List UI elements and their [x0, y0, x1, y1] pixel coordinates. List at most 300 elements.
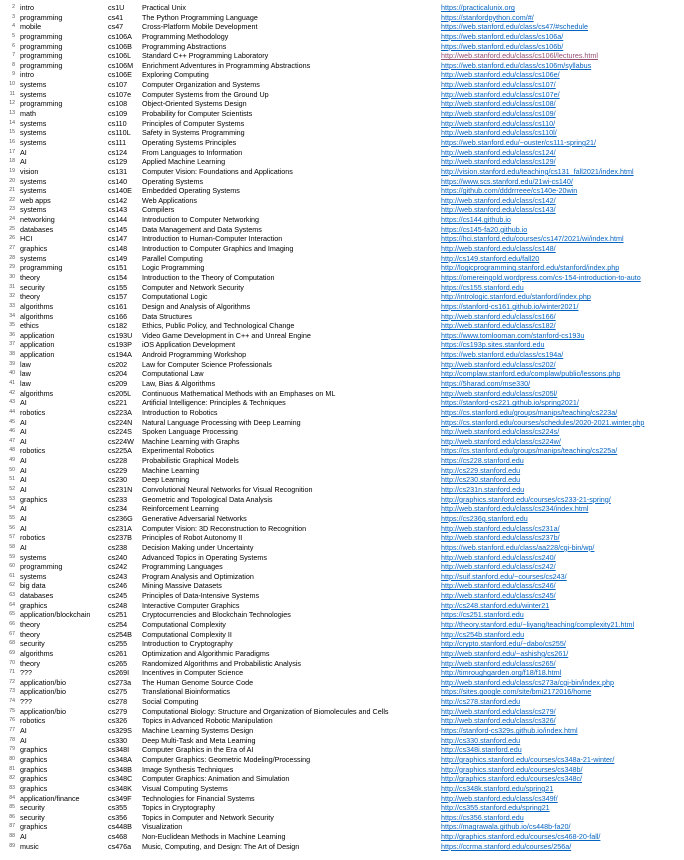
course-url-link[interactable]: https://cs236g.stanford.edu — [441, 513, 528, 523]
table-row — [0, 726, 684, 736]
course-url-link[interactable]: http://cs348i.stanford.edu — [441, 745, 522, 755]
course-url-link[interactable]: http://web.stanford.edu/class/cs142/ — [441, 195, 556, 205]
course-url-link[interactable]: http://web.stanford.edu/class/cs231a/ — [441, 523, 560, 533]
row-number: 17 — [9, 148, 15, 155]
row-number: 52 — [9, 486, 15, 493]
course-url-link[interactable]: http://graphics.stanford.edu/courses/cs233-21-spring/ — [441, 494, 611, 504]
course-code-cell: cs326 — [108, 716, 128, 726]
category-cell: security — [20, 812, 45, 822]
category-cell: systems — [20, 205, 47, 215]
course-title-cell: Technologies for Financial Systems — [142, 793, 255, 803]
course-url-link[interactable]: http://web.stanford.edu/class/cs182/ — [441, 321, 556, 331]
course-code-cell: cs140E — [108, 186, 132, 196]
table-row — [0, 437, 684, 447]
row-number: 88 — [9, 833, 15, 840]
course-url-link[interactable]: http://web.stanford.edu/class/cs107e/ — [441, 89, 560, 99]
table-row — [0, 427, 684, 437]
course-url-link[interactable]: https://web.stanford.edu/class/cs106a/ — [441, 31, 564, 41]
course-title-cell: Spoken Language Processing — [142, 427, 238, 437]
course-url-link[interactable]: http://complaw.stanford.edu/complaw/public/lessons.php — [441, 369, 621, 379]
course-url-link[interactable]: http://logicprogramming.stanford.edu/stanford/index.php — [441, 263, 620, 273]
row-number: 87 — [9, 823, 15, 830]
course-code-cell: cs275 — [108, 687, 128, 697]
course-url-link[interactable]: http://web.stanford.edu/class/cs143/ — [441, 205, 556, 215]
course-code-cell: cs240 — [108, 552, 128, 562]
course-code-cell: cs234 — [108, 504, 128, 514]
row-number: 23 — [9, 206, 15, 213]
course-code-cell: cs255 — [108, 639, 128, 649]
course-url-link[interactable]: http://web.stanford.edu/class/cs107/ — [441, 80, 556, 90]
course-url-link[interactable]: https://omereingold.wordpress.com/cs-154-introduction-to-auto — [441, 272, 641, 282]
course-title-cell: Principles of Data-Intensive Systems — [142, 591, 260, 601]
course-url-link[interactable]: http://theory.stanford.edu/~liyang/teaching/complexity21.html — [441, 620, 635, 629]
course-code-cell: cs229 — [108, 465, 128, 475]
course-spreadsheet — [0, 3, 684, 851]
category-cell: intro — [20, 70, 34, 80]
row-number: 76 — [9, 717, 15, 724]
course-url-link[interactable]: http://web.stanford.edu/class/cs124/ — [441, 147, 556, 157]
course-url-link[interactable]: http://web.stanford.edu/class/cs148/ — [441, 244, 556, 254]
course-title-cell: Program Analysis and Optimization — [142, 571, 254, 581]
course-title-cell: Introduction to Cryptography — [142, 639, 233, 649]
course-title-cell: Generative Adversarial Networks — [142, 513, 247, 523]
course-title-cell: Programming Languages — [142, 562, 223, 572]
category-cell: AI — [20, 475, 27, 485]
category-cell: graphics — [20, 600, 48, 610]
course-code-cell: cs348B — [108, 764, 132, 774]
course-code-cell: cs245 — [108, 591, 128, 601]
course-url-link[interactable]: http://web.stanford.edu/class/cs129/ — [441, 157, 556, 167]
course-url-link[interactable]: https://5harad.com/mse330/ — [441, 378, 531, 388]
row-number: 32 — [9, 293, 15, 300]
table-row — [0, 736, 684, 746]
course-url-link[interactable]: https://cs.stanford.edu/groups/manips/teaching/cs225a/ — [441, 446, 618, 456]
course-code-cell: cs261 — [108, 648, 128, 658]
course-title-cell: Convolutional Neural Networks for Visual Recognition — [142, 485, 313, 495]
table-row — [0, 254, 684, 264]
row-number: 60 — [9, 563, 15, 570]
course-code-cell: cs149 — [108, 253, 128, 263]
course-url-link[interactable]: http://web.stanford.edu/class/cs279/ — [441, 706, 556, 716]
course-code-cell: cs161 — [108, 301, 128, 311]
category-cell: AI — [20, 485, 27, 495]
table-row — [0, 591, 684, 601]
course-title-cell: Compilers — [142, 205, 175, 215]
course-url-link[interactable]: http://intrologic.stanford.edu/stanford/index.php — [441, 292, 591, 302]
course-code-cell: cs348I — [108, 745, 130, 755]
course-url-link[interactable]: https://web.stanford.edu/class/cs106m/syllabus — [441, 60, 592, 70]
course-code-cell: cs224S — [108, 427, 132, 437]
row-number: 56 — [9, 524, 15, 531]
course-code-cell: cs228 — [108, 456, 128, 466]
course-code-cell: cs448B — [108, 822, 132, 832]
course-code-cell: cs231N — [108, 485, 133, 495]
course-url-link[interactable]: http://graphics.stanford.edu/courses/cs348b/ — [441, 764, 583, 774]
course-title-cell: Translational Bioinformatics — [142, 687, 231, 697]
course-url-link[interactable]: https://web.stanford.edu/class/cs106b/ — [441, 41, 564, 51]
course-url-link[interactable]: https://ccrma.stanford.edu/courses/256a/ — [441, 841, 572, 851]
course-title-cell: Deep Multi-Task and Meta Learning — [142, 735, 256, 745]
course-url-link[interactable]: https://cs193p.sites.stanford.edu — [441, 340, 545, 350]
course-title-cell: Reinforcement Learning — [142, 504, 219, 514]
row-number: 20 — [9, 177, 15, 184]
course-url-link[interactable]: https://cs155.stanford.edu — [441, 282, 524, 292]
category-cell: databases — [20, 591, 54, 601]
category-cell: programming — [20, 99, 63, 109]
category-cell: music — [20, 841, 39, 851]
course-url-link[interactable]: http://graphics.stanford.edu/courses/cs468-20-fall/ — [441, 832, 601, 842]
course-url-link[interactable]: http://web.stanford.edu/class/cs265/ — [441, 658, 556, 668]
course-url-link[interactable]: http://web.stanford.edu/class/cs110/ — [441, 118, 556, 128]
course-url-link[interactable]: https://web.stanford.edu/class/aa228/cgi-bin/wp/ — [441, 542, 595, 552]
course-url-link[interactable]: http://cs254b.stanford.edu — [441, 629, 525, 639]
table-row — [0, 514, 684, 524]
course-title-cell: Image Synthesis Techniques — [142, 764, 234, 774]
row-number: 43 — [9, 399, 15, 406]
table-row — [0, 389, 684, 399]
row-number: 30 — [9, 273, 15, 280]
course-title-cell: Visualization — [142, 822, 183, 832]
table-row — [0, 157, 684, 167]
course-url-link[interactable]: http://cs149.stanford.edu/fall20 — [441, 253, 540, 263]
course-url-link[interactable]: http://cs229.stanford.edu — [441, 465, 521, 475]
course-url-link[interactable]: http://web.stanford.edu/class/cs166/ — [441, 311, 556, 321]
category-cell: systems — [20, 253, 47, 263]
category-cell: AI — [20, 417, 27, 427]
category-cell: ethics — [20, 321, 39, 331]
course-url-link[interactable]: http://cs278.stanford.edu — [441, 697, 521, 707]
category-cell: theory — [20, 620, 40, 629]
course-title-cell: Ethics, Public Policy, and Technological Change — [142, 321, 295, 331]
course-url-link[interactable]: http://cs330.stanford.edu — [441, 735, 521, 745]
row-number: 61 — [9, 572, 15, 579]
category-cell: graphics — [20, 783, 48, 793]
category-cell: graphics — [20, 754, 48, 764]
table-row — [0, 707, 684, 717]
category-cell: ??? — [20, 697, 32, 707]
course-code-cell: cs233 — [108, 494, 128, 504]
row-number: 33 — [9, 302, 15, 309]
table-row — [0, 32, 684, 42]
course-code-cell: cs231A — [108, 523, 132, 533]
course-url-link[interactable]: http://cs230.stanford.edu — [441, 475, 521, 485]
course-code-cell: cs108 — [108, 99, 128, 109]
course-title-cell: Safety in Systems Programming — [142, 128, 245, 138]
course-code-cell: cs142 — [108, 195, 128, 205]
course-title-cell: Computer Graphics: Animation and Simulation — [142, 774, 290, 784]
row-number: 77 — [9, 727, 15, 734]
category-cell: big data — [20, 581, 46, 591]
course-title-cell: Computational Law — [142, 369, 204, 379]
course-url-link[interactable]: https://github.com/dddrrreee/cs140e-20win — [441, 186, 578, 196]
row-number: 29 — [9, 264, 15, 271]
course-title-cell: Randomized Algorithms and Probabilistic Analysis — [142, 658, 302, 668]
course-code-cell: cs129 — [108, 157, 128, 167]
course-code-cell: cs269I — [108, 668, 130, 678]
category-cell: algorithms — [20, 648, 54, 658]
category-cell: AI — [20, 147, 27, 157]
course-url-link[interactable]: http://web.stanford.edu/class/cs349f/ — [441, 793, 558, 803]
table-row — [0, 456, 684, 466]
course-url-link[interactable]: http://web.stanford.edu/class/cs106e/ — [441, 70, 560, 80]
course-url-link[interactable]: http://web.stanford.edu/class/cs202/ — [441, 359, 556, 369]
course-url-link[interactable]: https://www.tomlooman.com/stanford-cs193u — [441, 330, 585, 340]
category-cell: AI — [20, 427, 27, 437]
course-code-cell: cs254B — [108, 629, 132, 639]
course-url-link[interactable]: https://web.stanford.edu/~ouster/cs111-spring21/ — [441, 137, 596, 147]
course-url-link[interactable]: https://cs356.stanford.edu — [441, 812, 524, 822]
category-cell: vision — [20, 166, 39, 176]
table-row — [0, 148, 684, 158]
course-url-link[interactable]: https://hci.stanford.edu/courses/cs147/2021/wi/index.html — [441, 234, 624, 244]
category-cell: graphics — [20, 494, 48, 504]
row-number: 27 — [9, 245, 15, 252]
category-cell: security — [20, 639, 45, 649]
course-title-cell: Introduction to Human-Computer Interaction — [142, 234, 283, 244]
row-number: 78 — [9, 736, 15, 743]
course-url-link[interactable]: http://cs231n.stanford.edu — [441, 485, 525, 495]
course-url-link[interactable]: https://web.stanford.edu/class/cs47/#schedule — [441, 22, 589, 32]
table-row — [0, 321, 684, 331]
category-cell: application/finance — [20, 793, 80, 803]
course-url-link[interactable]: http://timroughgarden.org/f18/f18.html — [441, 668, 562, 678]
course-code-cell: cs106A — [108, 31, 132, 41]
category-cell: law — [20, 369, 31, 379]
category-cell: application — [20, 350, 55, 360]
course-code-cell: cs242 — [108, 562, 128, 572]
category-cell: systems — [20, 80, 47, 90]
row-number: 68 — [9, 640, 15, 647]
row-number: 74 — [9, 698, 15, 705]
course-url-link[interactable]: http://cs248.stanford.edu/winter21 — [441, 600, 550, 610]
course-title-cell: Decision Making under Uncertainty — [142, 542, 254, 552]
course-url-link[interactable]: http://web.stanford.edu/class/cs205l/ — [441, 388, 558, 398]
course-url-link[interactable]: http://web.stanford.edu/class/cs224w/ — [441, 436, 561, 446]
table-row — [0, 832, 684, 842]
course-code-cell: cs348K — [108, 783, 132, 793]
table-row — [0, 398, 684, 408]
course-url-link[interactable]: http://web.stanford.edu/class/cs237b/ — [441, 533, 560, 543]
category-cell: HCI — [20, 234, 33, 244]
row-number: 4 — [12, 23, 15, 30]
table-row — [0, 350, 684, 360]
table-row — [0, 51, 684, 61]
course-code-cell: cs273a — [108, 677, 132, 687]
course-url-link[interactable]: https://cs.stanford.edu/groups/manips/teaching/cs223a/ — [441, 407, 618, 417]
course-code-cell: cs182 — [108, 321, 128, 331]
row-number: 80 — [9, 755, 15, 762]
category-cell: systems — [20, 137, 47, 147]
course-title-cell: Computer Vision: 3D Reconstruction to Recognition — [142, 523, 307, 533]
table-row — [0, 263, 684, 273]
category-cell: programming — [20, 60, 63, 70]
row-number: 85 — [9, 804, 15, 811]
course-url-link[interactable]: http://web.stanford.edu/class/cs106l/lectures.html — [441, 51, 599, 61]
table-row — [0, 109, 684, 119]
course-url-link[interactable]: http://cs355.stanford.edu/spring21 — [441, 803, 550, 813]
course-url-link[interactable]: http://web.stanford.edu/class/cs242/ — [441, 562, 556, 572]
course-url-link[interactable]: http://web.stanford.edu/class/cs110l/ — [441, 128, 557, 138]
course-url-link[interactable]: http://suif.stanford.edu/~courses/cs243/ — [441, 571, 567, 581]
row-number: 72 — [9, 678, 15, 685]
row-number: 8 — [12, 61, 15, 68]
course-url-link[interactable]: https://stanford-cs161.github.io/winter2021/ — [441, 301, 579, 311]
course-url-link[interactable]: http://web.stanford.edu/class/cs109/ — [441, 109, 556, 119]
table-row — [0, 649, 684, 659]
category-cell: AI — [20, 726, 27, 736]
row-number: 26 — [9, 235, 15, 242]
category-cell: programming — [20, 51, 63, 61]
row-number: 73 — [9, 688, 15, 695]
course-url-link[interactable]: http://crypto.stanford.edu/~dabo/cs255/ — [441, 639, 566, 649]
category-cell: robotics — [20, 533, 46, 543]
course-url-link[interactable]: https://cs144.github.io — [441, 215, 511, 225]
row-number: 25 — [9, 225, 15, 232]
row-number: 82 — [9, 775, 15, 782]
course-url-link[interactable]: http://web.stanford.edu/~ashishg/cs261/ — [441, 648, 569, 658]
course-title-cell: Interactive Computer Graphics — [142, 600, 240, 610]
row-number: 69 — [9, 649, 15, 656]
table-row — [0, 22, 684, 32]
course-url-link[interactable]: https://practicalunix.org — [441, 3, 515, 12]
category-cell: databases — [20, 224, 54, 234]
course-code-cell: cs265 — [108, 658, 128, 668]
course-code-cell: cs47 — [108, 22, 124, 32]
course-code-cell: cs348A — [108, 754, 132, 764]
row-number: 58 — [9, 543, 15, 550]
table-row — [0, 167, 684, 177]
row-number: 64 — [9, 601, 15, 608]
course-title-cell: Cross-Platform Mobile Development — [142, 22, 258, 32]
course-url-link[interactable]: http://web.stanford.edu/class/cs273a/cgi-bin/index.php — [441, 677, 615, 687]
course-url-link[interactable]: http://graphics.stanford.edu/courses/cs348a-21-winter/ — [441, 754, 615, 764]
category-cell: algorithms — [20, 311, 54, 321]
course-code-cell: cs246 — [108, 581, 128, 591]
course-code-cell: cs209 — [108, 378, 128, 388]
course-url-link[interactable]: http://web.stanford.edu/class/cs245/ — [441, 591, 556, 601]
course-title-cell: Probability for Computer Scientists — [142, 109, 253, 119]
course-title-cell: iOS Application Development — [142, 340, 236, 350]
course-title-cell: Experimental Robotics — [142, 446, 214, 456]
course-url-link[interactable]: https://sites.google.com/site/bmi2172016/home — [441, 687, 592, 697]
course-url-link[interactable]: https://cs228.stanford.edu — [441, 456, 524, 466]
category-cell: graphics — [20, 822, 48, 832]
table-row — [0, 687, 684, 697]
category-cell: AI — [20, 832, 27, 842]
category-cell: AI — [20, 504, 27, 514]
table-row — [0, 379, 684, 389]
course-code-cell: cs348C — [108, 774, 133, 784]
course-title-cell: Computer Systems from the Ground Up — [142, 89, 269, 99]
course-url-link[interactable]: https://web.stanford.edu/class/cs194a/ — [441, 350, 564, 360]
category-cell: networking — [20, 215, 55, 225]
course-code-cell: cs111 — [108, 137, 127, 147]
course-title-cell: Computational Logic — [142, 292, 208, 302]
course-url-link[interactable]: https://magrawala.github.io/cs448b-fa20/ — [441, 822, 571, 832]
course-title-cell: Cryptocurrencies and Blockchain Technologies — [142, 610, 291, 620]
table-row — [0, 408, 684, 418]
course-url-link[interactable]: http://web.stanford.edu/class/cs108/ — [441, 99, 556, 109]
course-url-link[interactable]: http://web.stanford.edu/class/cs234/index.html — [441, 504, 589, 514]
course-code-cell: cs468 — [108, 832, 128, 842]
row-number: 81 — [9, 765, 15, 772]
course-code-cell: cs254 — [108, 620, 128, 629]
course-title-cell: Exploring Computing — [142, 70, 209, 80]
course-code-cell: cs107 — [108, 80, 128, 90]
table-row — [0, 186, 684, 196]
category-cell: systems — [20, 128, 47, 138]
category-cell: AI — [20, 456, 27, 466]
course-title-cell: Artificial Intelligence: Principles & Techniques — [142, 398, 286, 408]
table-row — [0, 128, 684, 138]
table-row — [0, 765, 684, 775]
row-number: 59 — [9, 553, 15, 560]
course-url-link[interactable]: http://web.stanford.edu/class/cs246/ — [441, 581, 556, 591]
course-title-cell: Data Structures — [142, 311, 192, 321]
table-row — [0, 3, 684, 13]
course-url-link[interactable]: http://vision.stanford.edu/teaching/cs131_fall2021/index.html — [441, 166, 634, 176]
table-row — [0, 716, 684, 726]
course-code-cell: cs166 — [108, 311, 128, 321]
course-url-link[interactable]: http://web.stanford.edu/class/cs326/ — [441, 716, 556, 726]
course-code-cell: cs147 — [108, 234, 128, 244]
row-number: 41 — [9, 379, 15, 386]
table-row — [0, 504, 684, 514]
course-url-link[interactable]: https://www.scs.stanford.edu/21wi-cs140/ — [441, 176, 573, 186]
course-url-link[interactable]: https://cs251.stanford.edu — [441, 610, 524, 620]
row-number: 89 — [9, 842, 15, 849]
course-title-cell: Computer Organization and Systems — [142, 80, 260, 90]
course-code-cell: cs278 — [108, 697, 128, 707]
course-title-cell: Non-Euclidean Methods in Machine Learning — [142, 832, 286, 842]
table-row — [0, 842, 684, 852]
row-number: 67 — [9, 630, 15, 637]
course-code-cell: cs329S — [108, 726, 132, 736]
course-url-link[interactable]: https://stanford-cs221.github.io/spring2021/ — [441, 398, 579, 408]
table-row — [0, 42, 684, 52]
table-row — [0, 13, 684, 23]
course-title-cell: Natural Language Processing with Deep Learning — [142, 417, 301, 427]
category-cell: web apps — [20, 195, 51, 205]
course-url-link[interactable]: http://graphics.stanford.edu/courses/cs348c/ — [441, 774, 583, 784]
course-title-cell: The Python Programming Language — [142, 12, 258, 22]
course-url-link[interactable]: http://cs348k.stanford.edu/spring21 — [441, 783, 554, 793]
course-code-cell: cs251 — [108, 610, 128, 620]
course-title-cell: Topics in Computer and Network Security — [142, 812, 274, 822]
course-title-cell: From Languages to Information — [142, 147, 243, 157]
course-url-link[interactable]: http://web.stanford.edu/class/cs240/ — [441, 552, 556, 562]
course-title-cell: Computational Complexity II — [142, 629, 232, 639]
course-url-link[interactable]: https://stanfordpython.com/#/ — [441, 12, 534, 22]
row-number: 62 — [9, 582, 15, 589]
row-number: 75 — [9, 707, 15, 714]
course-url-link[interactable]: https://cs.stanford.edu/courses/schedules/2020-2021.winter.php — [441, 417, 645, 427]
course-code-cell: cs41 — [108, 12, 124, 22]
course-url-link[interactable]: https://stanford-cs329s.github.io/index.html — [441, 726, 578, 736]
row-number: 83 — [9, 784, 15, 791]
course-title-cell: Machine Learning Systems Design — [142, 726, 254, 736]
category-cell: systems — [20, 552, 47, 562]
course-title-cell: Operating Systems — [142, 176, 204, 186]
row-number: 44 — [9, 408, 15, 415]
course-code-cell: cs349F — [108, 793, 132, 803]
category-cell: programming — [20, 41, 63, 51]
course-url-link[interactable]: http://web.stanford.edu/class/cs224s/ — [441, 427, 560, 437]
category-cell: systems — [20, 186, 47, 196]
course-url-link[interactable]: https://cs145-fa20.github.io — [441, 224, 528, 234]
course-title-cell: Introduction to Computer Graphics and Imaging — [142, 244, 294, 254]
table-row — [0, 446, 684, 456]
